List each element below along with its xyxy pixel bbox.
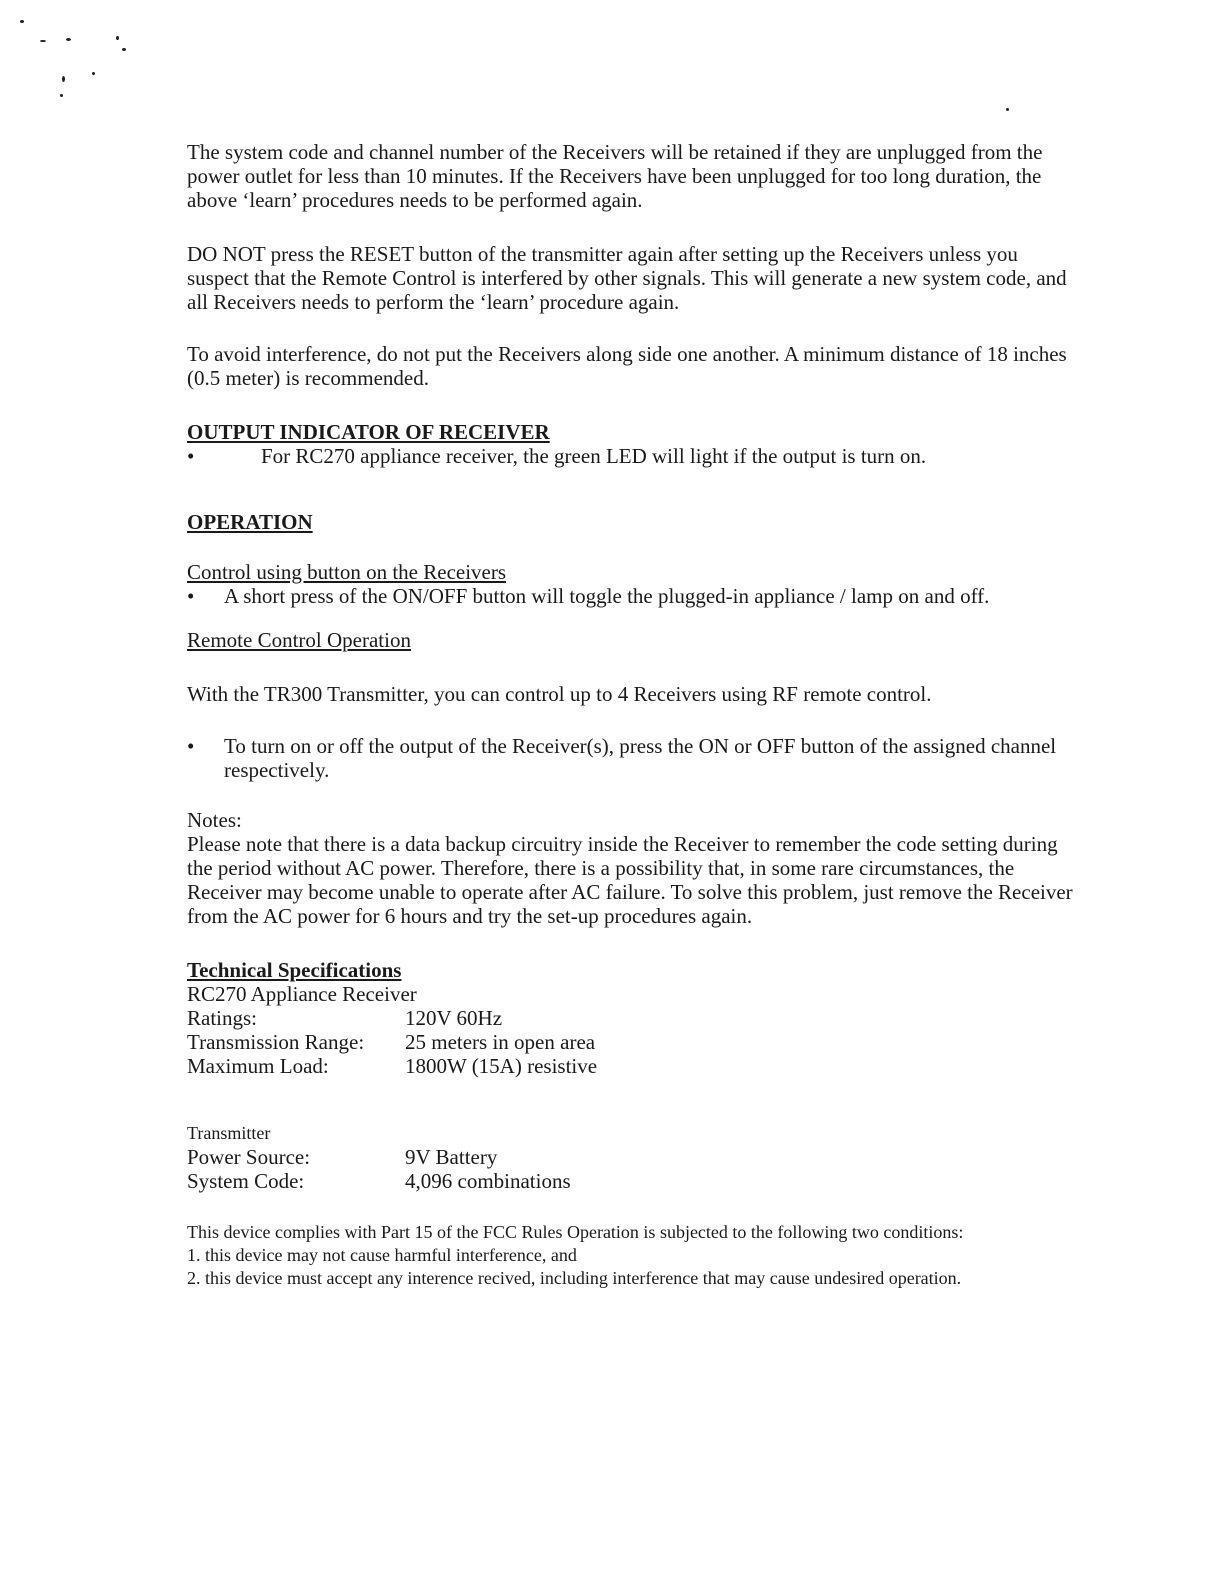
notes-section	[187, 808, 1077, 928]
receiver-title: RC270 Appliance Receiver	[187, 982, 417, 1006]
spec-row	[187, 1169, 1077, 1193]
notes-text: Please note that there is a data backup circuitry inside the Receiver to remember the code setting during the period without AC power. Therefore, there is a possibility that, in some rare circumstances, the Receiver may become unable to operate after AC failure. To solve this problem, just remove the Receiver from the AC power for 6 hours and try the set-up procedures again.	[187, 832, 1073, 928]
spec-label: System Code:	[187, 1169, 305, 1193]
scan-speck	[92, 72, 95, 75]
spec-value: 1800W (15A) resistive	[405, 1054, 598, 1078]
spec-row	[187, 1030, 1077, 1054]
scan-speck	[20, 20, 24, 23]
specs-heading: Technical Specifications	[187, 958, 402, 982]
scan-speck	[60, 94, 63, 97]
control-heading: Control using button on the Receivers	[187, 560, 507, 584]
interference-paragraph: To avoid interference, do not put the Receivers along side one another. A minimum distance of 18 inches (0.5 meter) is recommended.	[187, 342, 1067, 390]
output-indicator-section	[187, 420, 1077, 468]
spec-value: 25 meters in open area	[405, 1030, 596, 1054]
spec-label: Ratings:	[187, 1006, 258, 1030]
document-page	[187, 140, 1077, 1290]
control-text: A short press of the ON/OFF button will toggle the plugged-in appliance / lamp on and off.	[224, 584, 990, 608]
list-item	[187, 584, 1077, 608]
scan-speck	[40, 40, 46, 42]
operation-heading: OPERATION	[187, 510, 313, 534]
fcc-line: This device complies with Part 15 of the FCC Rules Operation is subjected to the following two conditions:	[187, 1222, 964, 1242]
specs-section	[187, 958, 1077, 1193]
retention-paragraph: The system code and channel number of the Receivers will be retained if they are unplugged from the power outlet for less than 10 minutes. If the Receivers have been unplugged for too long duration, the above ‘learn’ procedures needs to be performed again.	[187, 140, 1043, 212]
notes-label: Notes:	[187, 808, 242, 832]
scan-speck	[122, 48, 126, 51]
list-item	[187, 444, 1077, 468]
reset-paragraph: DO NOT press the RESET button of the transmitter again after setting up the Receivers unless you suspect that the Remote Control is interfered by other signals. This will generate a new system code, and all Receivers needs to perform the ‘learn’ procedure again.	[187, 242, 1067, 314]
spec-value: 4,096 combinations	[405, 1169, 571, 1193]
spec-label: Transmission Range:	[187, 1030, 365, 1054]
spec-row	[187, 1054, 1077, 1078]
operation-section	[187, 510, 1077, 782]
bullet: •	[187, 444, 195, 468]
fcc-section	[187, 1221, 1077, 1290]
output-indicator-text: For RC270 appliance receiver, the green LED will light if the output is turn on.	[261, 444, 927, 468]
spec-value: 9V Battery	[405, 1145, 498, 1169]
spec-value: 120V 60Hz	[405, 1006, 503, 1030]
spec-label: Maximum Load:	[187, 1054, 329, 1078]
remote-heading: Remote Control Operation	[187, 628, 411, 652]
bullet: •	[187, 734, 195, 758]
scan-speck	[116, 36, 119, 40]
fcc-line: 1. this device may not cause harmful interference, and	[187, 1245, 577, 1265]
fcc-line: 2. this device must accept any interence recived, including interference that may cause undesired operation.	[187, 1268, 962, 1288]
spec-row	[187, 1006, 1077, 1030]
spec-label: Power Source:	[187, 1145, 311, 1169]
remote-text: To turn on or off the output of the Receiver(s), press the ON or OFF button of the assigned channel respectively.	[224, 734, 1057, 782]
scan-speck	[66, 38, 71, 41]
list-item	[187, 734, 1077, 782]
transmitter-title: Transmitter	[187, 1123, 271, 1143]
output-indicator-heading: OUTPUT INDICATOR OF RECEIVER	[187, 420, 550, 444]
scan-speck	[62, 76, 65, 82]
remote-intro: With the TR300 Transmitter, you can control up to 4 Receivers using RF remote control.	[187, 682, 932, 706]
bullet: •	[187, 584, 195, 608]
spec-row	[187, 1145, 1077, 1169]
scan-speck	[1006, 108, 1009, 111]
